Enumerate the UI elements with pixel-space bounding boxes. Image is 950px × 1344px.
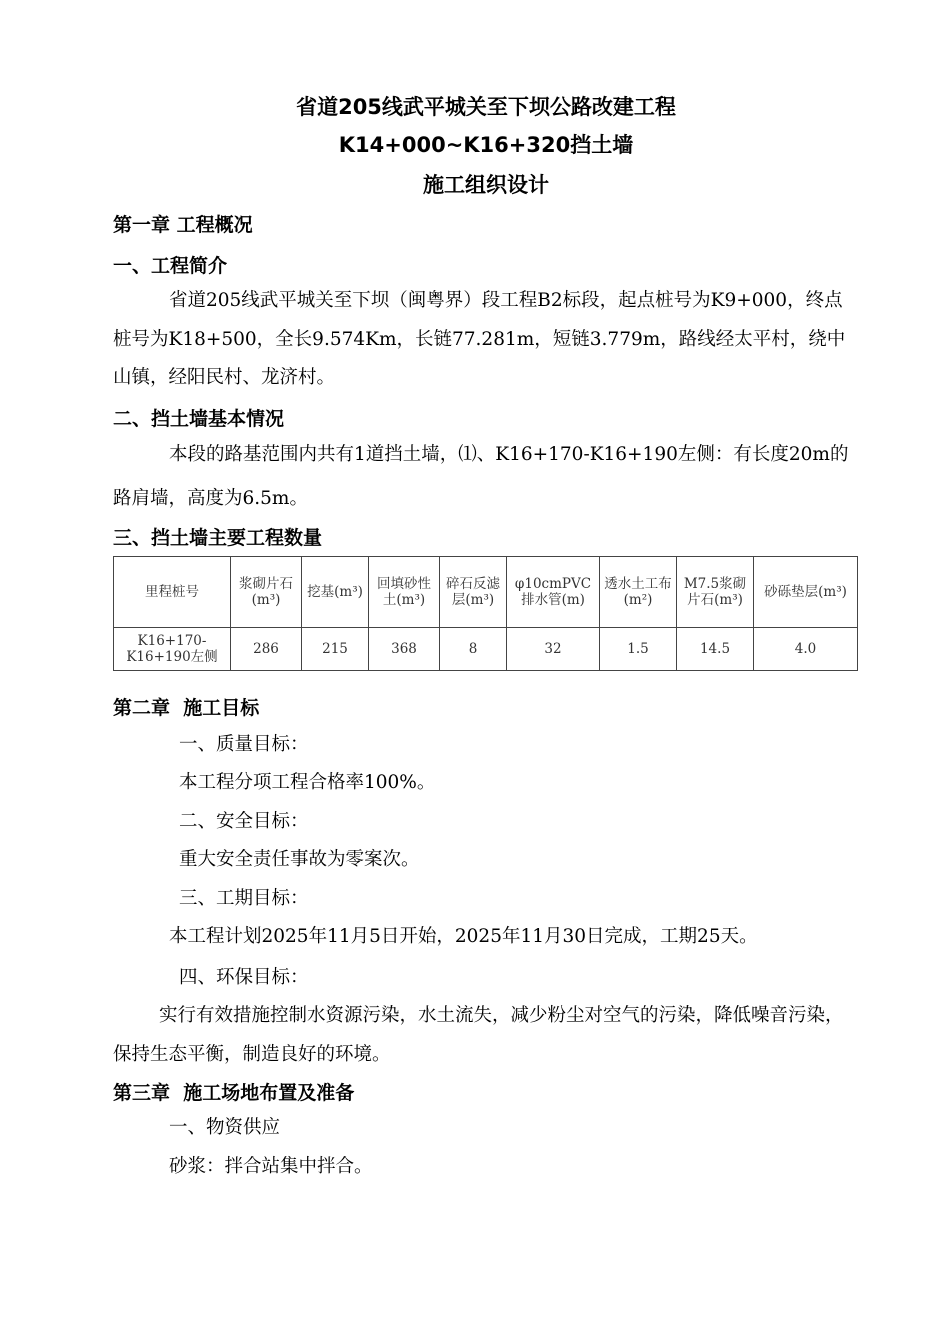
section-wall-heading: 二、挡土墙基本情况	[113, 407, 285, 430]
table-cell: 1.5	[600, 627, 677, 670]
doc-title-line1: 省道205线武平城关至下坝公路改建工程	[296, 95, 676, 119]
table-header-row	[114, 556, 858, 627]
environment-goal-text: 实行有效措施控制水资源污染，水土流失，减少粉尘对空气的污染，降低噪音污染，保持生态平衡，制造良好的环境。	[113, 1005, 844, 1065]
table-cell: 32	[507, 627, 600, 670]
table-cell: K16+170-K16+190左侧	[114, 627, 231, 670]
document-page	[113, 88, 859, 1186]
safety-goal-heading: 二、安全目标：	[179, 810, 309, 832]
supply-text: 砂浆：拌合站集中拌合。	[169, 1155, 373, 1177]
table-cell: 286	[231, 627, 302, 670]
quality-goal-text: 本工程分项工程合格率100%。	[179, 772, 436, 793]
quantity-table	[113, 556, 858, 671]
safety-goal-text: 重大安全责任事故为零案次。	[179, 849, 420, 870]
doc-title-line3: 施工组织设计	[423, 173, 549, 197]
table-cell: 4.0	[754, 627, 858, 670]
table-row	[114, 627, 858, 670]
section-quantity-heading: 三、挡土墙主要工程数量	[113, 526, 323, 549]
section-wall-text: 本段的路基范围内共有1道挡土墙，⑴、K16+170-K16+190左侧：有长度20m的路肩墙，高度为6.5m。	[113, 443, 849, 509]
chapter2-heading: 第二章 施工目标	[113, 696, 260, 719]
environment-goal-heading: 四、环保目标：	[179, 966, 309, 988]
schedule-goal-text: 本工程计划2025年11月5日开始，2025年11月30日完成，工期25天。	[169, 926, 758, 947]
table-header-cell: 浆砌片石(m³)	[231, 556, 302, 627]
chapter1-heading: 第一章 工程概况	[113, 214, 253, 236]
table-cell: 368	[369, 627, 440, 670]
table-cell: 14.5	[677, 627, 754, 670]
table-cell: 215	[302, 627, 369, 670]
schedule-goal-heading: 三、工期目标：	[179, 887, 309, 909]
table-header-cell: 回填砂性土(m³)	[369, 556, 440, 627]
table-header-cell: 碎石反滤层(m³)	[440, 556, 507, 627]
table-cell: 8	[440, 627, 507, 670]
table-header-cell: φ10cmPVC排水管(m)	[507, 556, 600, 627]
chapter3-heading: 第三章 施工场地布置及准备	[113, 1082, 355, 1104]
table-header-cell: M7.5浆砌片石(m³)	[677, 556, 754, 627]
supply-heading: 一、物资供应	[169, 1117, 281, 1138]
quality-goal-heading: 一、质量目标：	[179, 733, 309, 755]
doc-title-line2: K14+000~K16+320挡土墙	[338, 133, 634, 157]
table-header-cell: 里程桩号	[114, 556, 231, 627]
table-header-cell: 砂砾垫层(m³)	[754, 556, 858, 627]
table-header-cell: 透水土工布(m²)	[600, 556, 677, 627]
section-intro-heading: 一、工程简介	[113, 255, 228, 277]
section-intro-text: 省道205线武平城关至下坝（闽粤界）段工程B2标段，起点桩号为K9+000，终点桩号为K18+500，全长9.574Km，长链77.281m，短链3.779m，路线经太平村，绕中山镇，经阳民村、龙济村。	[113, 290, 846, 388]
table-header-cell: 挖基(m³)	[302, 556, 369, 627]
